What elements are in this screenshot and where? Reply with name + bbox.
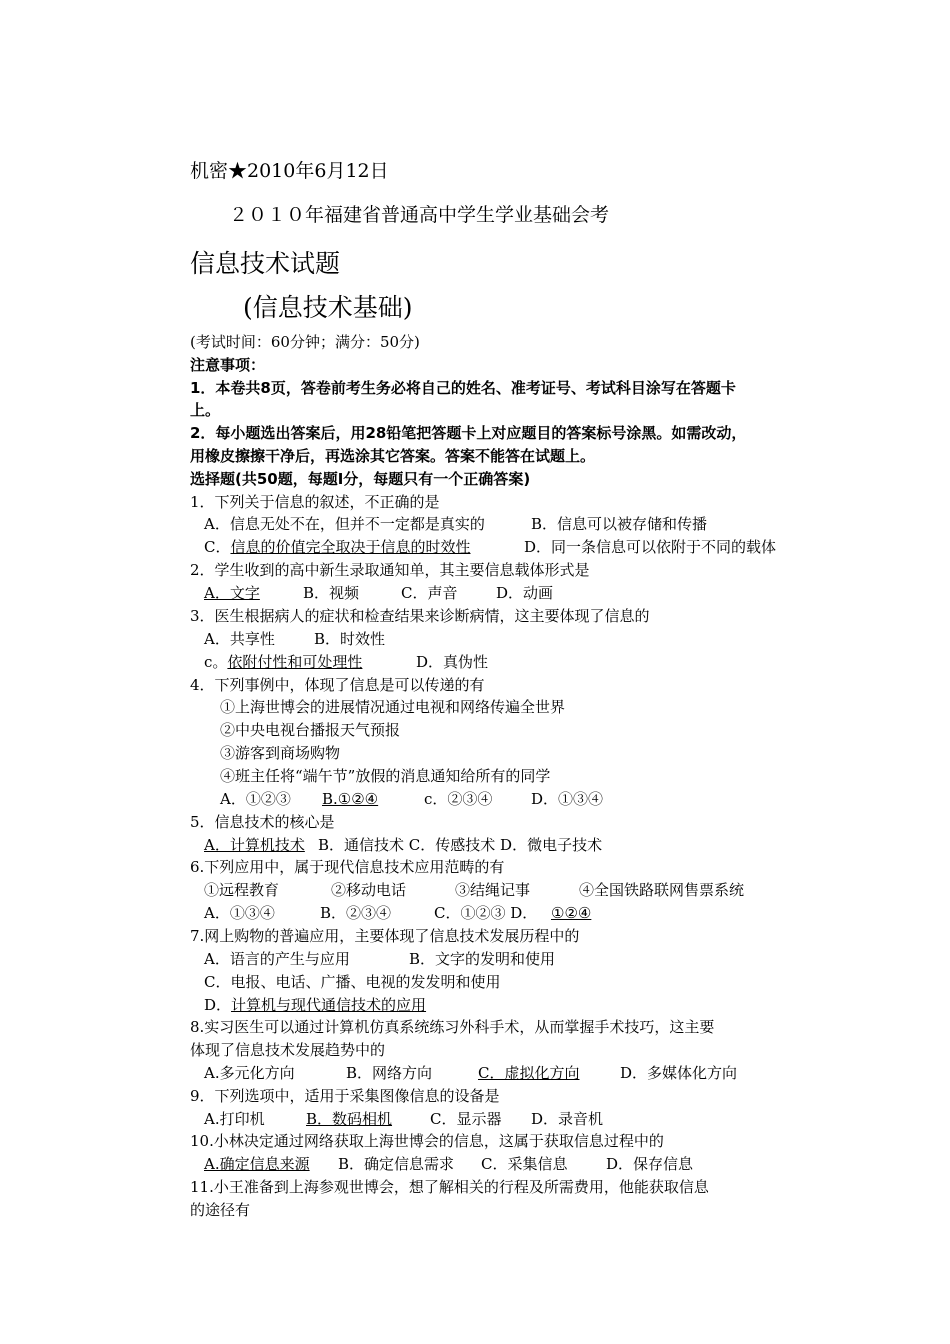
note-1-line-1: 1．本卷共8页，答卷前考生务必将自己的姓名、准考证号、考试科目涂写在答题卡	[190, 379, 736, 397]
q2-answer-a: A．文字	[204, 584, 260, 602]
q10-option-c: C．采集信息	[481, 1155, 568, 1173]
q4-item-2: ②中央电视台播报天气预报	[220, 721, 401, 739]
q3-option-b: B．时效性	[314, 630, 386, 648]
subject-subtitle: (信息技术基础)	[243, 293, 413, 322]
q3-option-a: A．共享性	[204, 630, 275, 648]
q6-item-4: ④全国铁路联网售票系统	[579, 881, 745, 899]
q5-stem: 5．信息技术的核心是	[190, 813, 335, 831]
q7-answer-d: 计算机与现代通信技术的应用	[231, 996, 427, 1014]
q4-option-c: c．②③④	[424, 790, 493, 808]
q6-stem: 6.下列应用中，属于现代信息技术应用范畴的有	[190, 858, 505, 876]
q11-stem-line-1: 11.小王准备到上海参观世博会，想了解相关的行程及所需费用，他能获取信息	[190, 1178, 709, 1196]
note-2-line-2: 用橡皮擦擦干净后，再选涂其它答案。答案不能答在试题上。	[190, 447, 596, 465]
q4-item-4: ④班主任将“端午节”放假的消息通知给所有的同学	[220, 767, 551, 785]
q10-answer-a: A.确定信息来源	[204, 1155, 310, 1173]
q1-option-a: A．信息无处不在，但并不一定都是真实的	[204, 515, 485, 533]
q10-option-b: B．确定信息需求	[338, 1155, 455, 1173]
q3-option-c	[204, 655, 362, 670]
q4-option-d: D．①③④	[531, 790, 604, 808]
q7-option-c: C．电报、电话、广播、电视的发发明和使用	[204, 973, 501, 991]
q3-answer-c: 依附付性和可处理性	[227, 653, 363, 671]
exam-info: (考试时间：60分钟；满分：50分)	[190, 333, 420, 351]
q2-option-b: B．视频	[303, 584, 360, 602]
q1-option-c-prefix: C．	[204, 538, 231, 556]
q3-stem: 3．医生根据病人的症状和检查结果来诊断病情，这主要体现了信息的	[190, 607, 650, 625]
q8-stem-line-2: 体现了信息技术发展趋势中的	[190, 1041, 386, 1059]
q7-option-a: A．语言的产生与应用	[204, 950, 350, 968]
note-2-line-1: 2．每小题选出答案后，用28铅笔把答题卡上对应题目的答案标号涂黑。如需改动，	[190, 424, 747, 442]
q3-option-c-prefix: c。	[204, 653, 228, 671]
q1-option-d: D．同一条信息可以依附于不同的载体	[524, 538, 777, 556]
q7-option-d-prefix: D．	[204, 996, 232, 1014]
q2-stem: 2．学生收到的高中新生录取通知单，其主要信息载体形式是	[190, 561, 590, 579]
q2-option-d: D．动画	[496, 584, 554, 602]
exam-name: ２０１０年福建省普通高中学生学业基础会考	[229, 204, 610, 226]
q8-option-a: A.多元化方向	[204, 1064, 295, 1082]
q7-stem: 7.网上购物的普遍应用，主要体现了信息技术发展历程中的	[190, 927, 580, 945]
q9-answer-b: B．数码相机	[306, 1110, 393, 1128]
q9-option-d: D．录音机	[531, 1110, 604, 1128]
q6-item-1: ①远程教育	[204, 881, 280, 899]
q5-answer-a: A．计算机技术	[204, 836, 305, 854]
q1-answer-c: 信息的价值完全取决于信息的时效性	[230, 538, 471, 556]
q1-option-c	[204, 540, 471, 555]
q2-option-c: C．声音	[401, 584, 458, 602]
q10-stem: 10.小林决定通过网络获取上海世博会的信息，这属于获取信息过程中的	[190, 1132, 664, 1150]
q4-item-3: ③游客到商场购物	[220, 744, 341, 762]
q6-answer-d: ①②④	[551, 904, 592, 922]
q8-answer-c: C．虚拟化方向	[478, 1064, 580, 1082]
confidential-date: 机密★2010年6月12日	[190, 160, 389, 182]
q6-item-2: ②移动电话	[331, 881, 407, 899]
q11-stem-line-2: 的途径有	[190, 1201, 251, 1219]
q6-option-c: C．①②③ D．	[434, 904, 538, 922]
q4-stem: 4．下列事例中，体现了信息是可以传递的有	[190, 676, 485, 694]
q4-answer-b: B.①②④	[322, 790, 379, 808]
q1-option-b: B．信息可以被存储和传播	[531, 515, 708, 533]
section-heading: 选择题(共50题，每题Ⅰ分，每题只有一个正确答案)	[190, 470, 531, 488]
q3-option-d: D．真伪性	[416, 653, 489, 671]
q8-stem-line-1: 8.实习医生可以通过计算机仿真系统练习外科手术，从而掌握手术技巧，这主要	[190, 1018, 715, 1036]
q10-option-d: D．保存信息	[606, 1155, 694, 1173]
q8-option-d: D．多媒体化方向	[620, 1064, 738, 1082]
q1-stem: 1．下列关于信息的叙述，不正确的是	[190, 493, 440, 511]
q9-option-c: C．显示器	[430, 1110, 502, 1128]
q6-option-b: B．②③④	[320, 904, 392, 922]
notes-title: 注意事项：	[190, 356, 266, 374]
q6-option-a: A．①③④	[204, 904, 275, 922]
q5-options-rest: B．通信技术 C．传感技术 D．微电子技术	[318, 836, 603, 854]
q6-item-3: ③结绳记事	[455, 881, 531, 899]
note-1-line-2: 上。	[190, 401, 221, 419]
q7-option-d	[204, 998, 426, 1013]
q7-option-b: B．文字的发明和使用	[409, 950, 556, 968]
subject-title: 信息技术试题	[190, 249, 341, 278]
q8-option-b: B．网络方向	[346, 1064, 433, 1082]
q4-option-a: A．①②③	[220, 790, 291, 808]
q4-item-1: ①上海世博会的进展情况通过电视和网络传遍全世界	[220, 698, 566, 716]
q9-option-a: A.打印机	[204, 1110, 265, 1128]
q9-stem: 9．下列选项中，适用于采集图像信息的设备是	[190, 1087, 500, 1105]
